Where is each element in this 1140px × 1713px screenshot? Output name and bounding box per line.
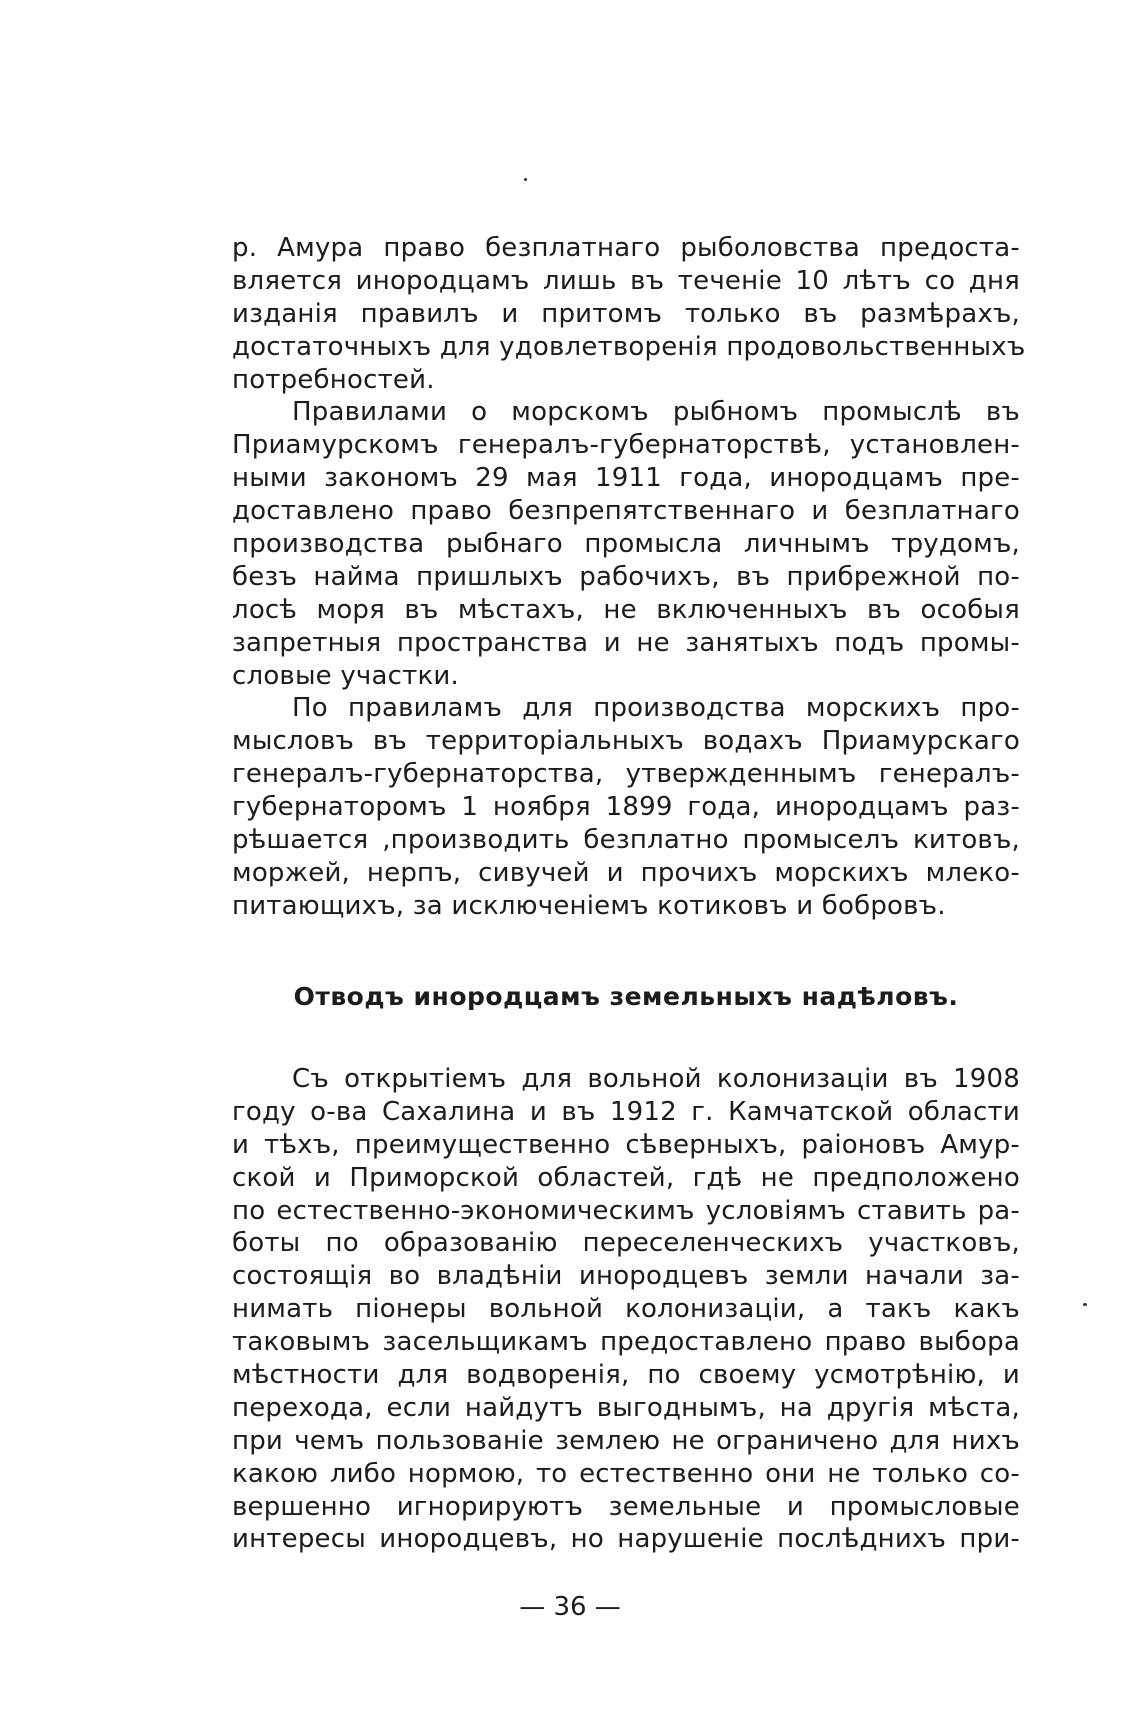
text-line: году о-ва Сахалина и въ 1912 г. Камчатской области [232, 1096, 1020, 1127]
section-heading: Отводъ инородцамъ земельныхъ надѣловъ. [293, 982, 959, 1011]
text-line: при чемъ пользованіе землею не ограничено для нихъ [232, 1425, 1020, 1456]
text-line: Съ открытіемъ для вольной колонизаціи въ 1908 [292, 1064, 1020, 1094]
text-line: нимать піонеры вольной колонизаціи, а такъ какъ [232, 1294, 1020, 1325]
text-line: мѣстности для водворенія, по своему усмотрѣнію, и [232, 1360, 1020, 1391]
text-line: вершенно игнорируютъ земельные и промысловые [232, 1491, 1020, 1522]
text-line: ской и Приморской областей, гдѣ не предположено [232, 1162, 1020, 1193]
text-line: и тѣхъ, преимущественно сѣверныхъ, раіоновъ Амур- [232, 1129, 1020, 1160]
text-line: вляется инородцамъ лишь въ теченіе 10 лѣтъ со дня [232, 265, 1020, 296]
text-line: таковымъ засельщикамъ предоставлено право выбора [232, 1327, 1020, 1358]
text-line: моржей, нерпъ, сивучей и прочихъ морскихъ млеко- [232, 857, 1020, 888]
text-line: доставлено право безпрепятственнаго и безплатнаго [232, 496, 1020, 527]
text-line: состоящія во владѣніи инородцевъ земли начали за- [232, 1261, 1020, 1292]
text-line: словые участки. [232, 660, 459, 691]
text-line: рѣшается ,производить безплатно промыселъ китовъ, [232, 825, 1020, 856]
text-line: интересы инородцевъ, но нарушеніе послѣднихъ при- [232, 1524, 1020, 1555]
text-line: ными закономъ 29 мая 1911 года, инородцамъ пре- [232, 463, 1020, 494]
page-number: — 36 — [519, 1592, 621, 1622]
body-text-upper [232, 232, 1026, 923]
text-line: достаточныхъ для удовлетворенія продовольственныхъ [232, 331, 1026, 362]
text-line: мысловъ въ территоріальныхъ водахъ Приамурскаго [232, 726, 1020, 757]
text-line: по естественно-экономическимъ условіямъ ставить ра- [232, 1195, 1020, 1226]
text-line: потребностей. [232, 364, 435, 395]
text-line: губернаторомъ 1 ноября 1899 года, инородцамъ раз- [232, 792, 1020, 823]
text-line: боты по образованію переселенческихъ участковъ, [232, 1228, 1020, 1259]
print-speck [524, 178, 527, 181]
body-text-lower [232, 1063, 1020, 1556]
text-line: питающихъ, за исключеніемъ котиковъ и бобровъ. [232, 890, 946, 921]
text-line: запретныя пространства и не занятыхъ подъ промы- [232, 627, 1020, 658]
text-line: производства рыбнаго промысла личнымъ трудомъ, [232, 529, 1020, 560]
text-line: безъ найма пришлыхъ рабочихъ, въ прибрежной по- [232, 561, 1020, 592]
text-line: р. Амура право безплатнаго рыболовства предоста- [232, 233, 1020, 263]
text-line: По правиламъ для производства морскихъ про- [292, 693, 1020, 724]
text-line: Приамурскомъ генералъ-губернаторствѣ, установлен- [232, 430, 1020, 461]
text-line: генералъ-губернаторства, утвержденнымъ генералъ- [232, 759, 1020, 790]
print-speck [1083, 1303, 1087, 1306]
text-line: лосѣ моря въ мѣстахъ, не включенныхъ въ особыя [232, 594, 1020, 625]
text-line: изданія правилъ и притомъ только въ размѣрахъ, [232, 298, 1020, 329]
text-line: Правилами о морскомъ рыбномъ промыслѣ въ [292, 397, 1020, 428]
text-line: перехода, если найдутъ выгоднымъ, на другія мѣста, [232, 1392, 1020, 1423]
text-line: какою либо нормою, то естественно они не только со- [232, 1458, 1020, 1489]
